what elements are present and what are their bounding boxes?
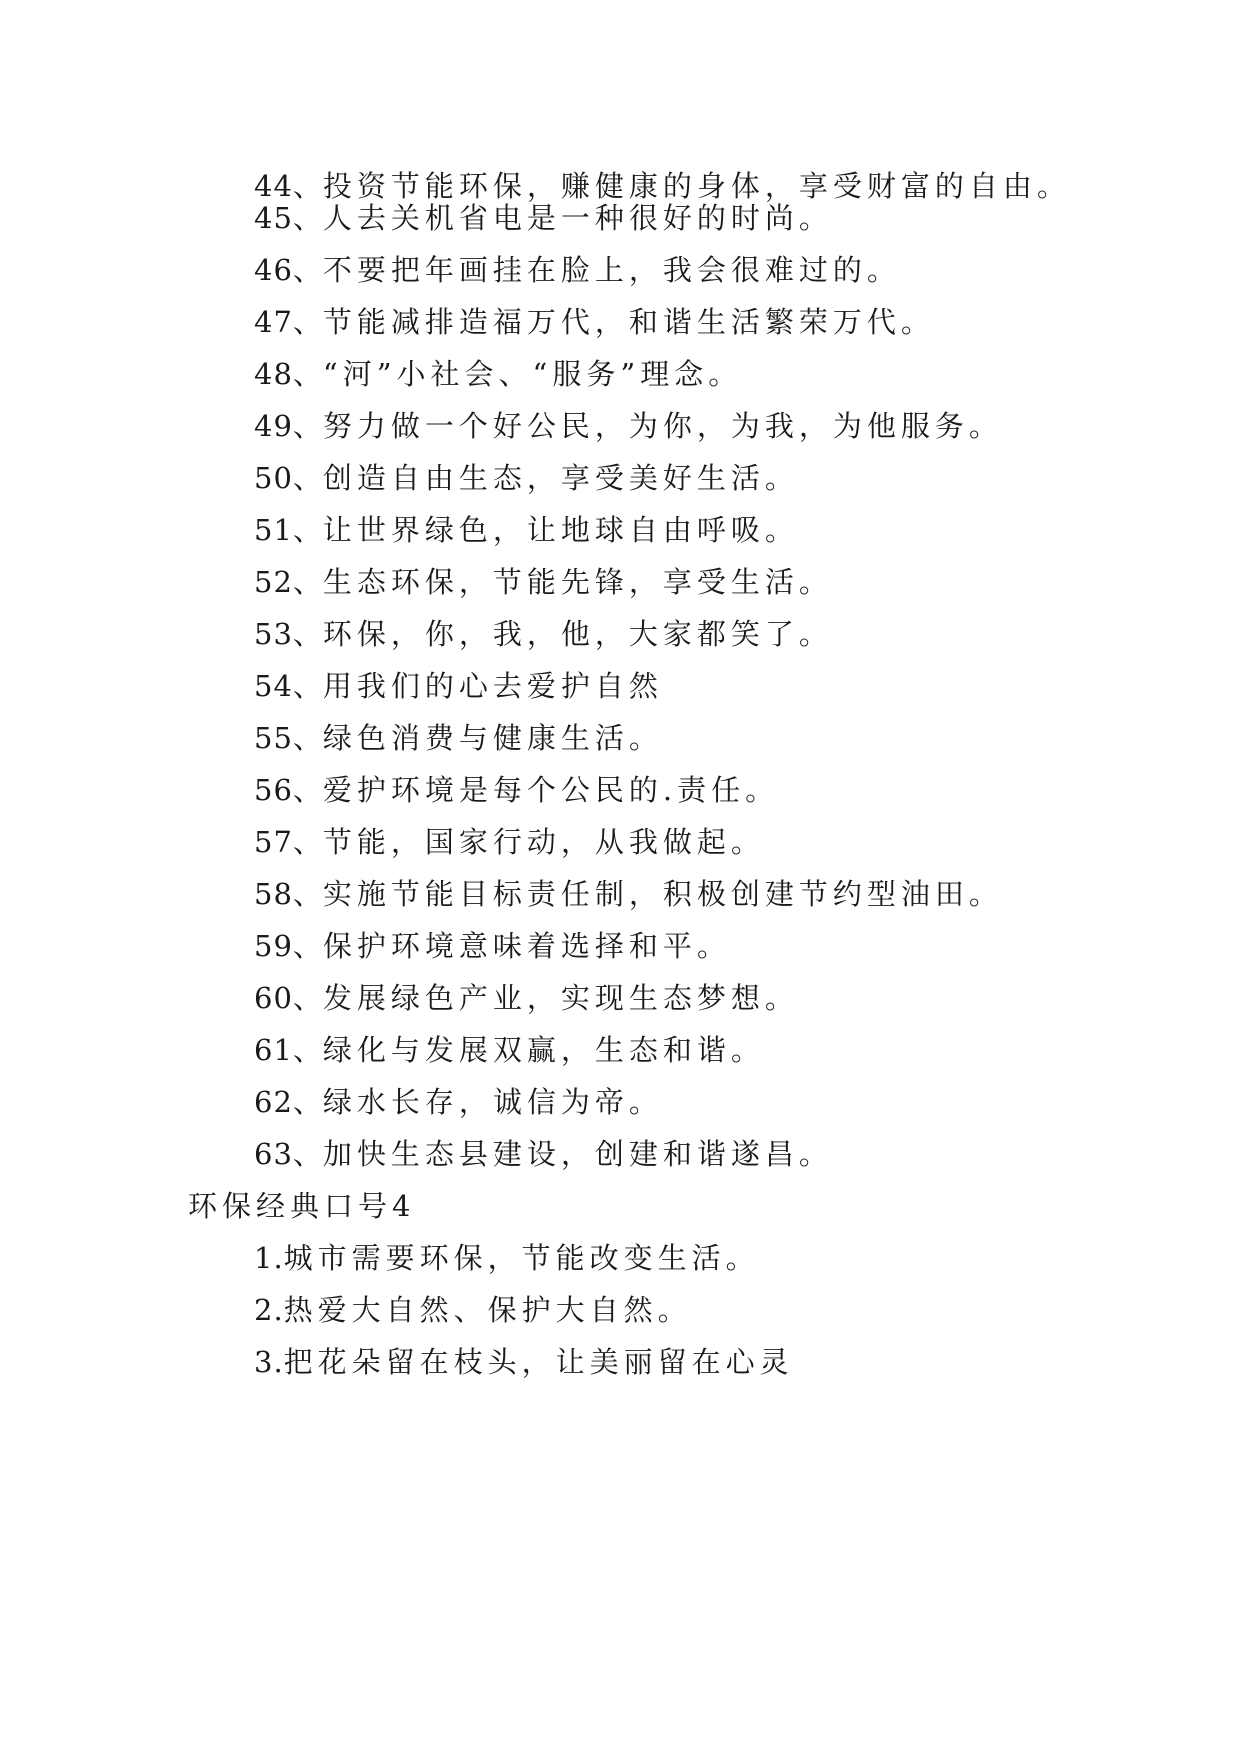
item-text: 人去关机省电是一种很好的时尚。 (322, 201, 833, 235)
slogan-item (254, 1030, 765, 1070)
item-text: 用我们的心去爱护自然 (322, 669, 663, 703)
item-text: 生态环保，节能先锋，享受生活。 (322, 565, 833, 599)
slogan-item (254, 458, 799, 498)
slogan-item (254, 1134, 833, 1174)
item-text: 不要把年画挂在脸上，我会很难过的。 (322, 253, 901, 287)
slogan-item (254, 354, 742, 394)
slogan-item (254, 926, 731, 966)
item-text: 发展绿色产业，实现生态梦想。 (322, 981, 799, 1015)
item-text: 城市需要环保，节能改变生活。 (283, 1241, 760, 1275)
item-number: 54、 (254, 669, 323, 703)
item-number: 57、 (254, 825, 323, 859)
item-number: 46、 (254, 253, 323, 287)
item-text: 节能减排造福万代，和谐生活繁荣万代。 (322, 305, 935, 339)
item-text: 绿水长存，诚信为帝。 (322, 1085, 663, 1119)
item-text: 创造自由生态，享受美好生活。 (322, 461, 799, 495)
slogan-item (254, 1238, 760, 1278)
slogan-item (254, 822, 765, 862)
item-number: 50、 (254, 461, 323, 495)
item-number: 3. (254, 1345, 284, 1379)
item-number: 61、 (254, 1033, 323, 1067)
item-text: 努力做一个好公民，为你，为我，为他服务。 (322, 409, 1003, 443)
slogan-item (254, 1082, 663, 1122)
item-number: 48、 (254, 357, 323, 391)
slogan-item (254, 614, 833, 654)
item-number: 58、 (254, 877, 323, 911)
slogan-item (254, 562, 833, 602)
slogan-item (254, 302, 935, 342)
item-number: 49、 (254, 409, 323, 443)
item-text: 绿色消费与健康生活。 (322, 721, 663, 755)
item-number: 52、 (254, 565, 323, 599)
slogan-item (254, 250, 901, 290)
item-number: 1. (254, 1241, 284, 1275)
slogan-item (254, 874, 1003, 914)
slogan-item (254, 666, 663, 706)
section-heading: 环保经典口号4 (188, 1189, 416, 1223)
item-number: 51、 (254, 513, 323, 547)
item-text: 把花朵留在枝头，让美丽留在心灵 (283, 1345, 794, 1379)
item-number: 45、 (254, 201, 323, 235)
slogan-item (254, 198, 833, 238)
slogan-item (254, 510, 799, 550)
item-text: 爱护环境是每个公民的.责任。 (322, 773, 780, 807)
item-number: 53、 (254, 617, 323, 651)
item-text: 实施节能目标责任制，积极创建节约型油田。 (322, 877, 1003, 911)
item-text: 投资节能环保，赚健康的身体，享受财富的自由。 (322, 169, 1071, 203)
item-text: 让世界绿色，让地球自由呼吸。 (322, 513, 799, 547)
item-text: 保护环境意味着选择和平。 (322, 929, 731, 963)
item-number: 59、 (254, 929, 323, 963)
item-number: 55、 (254, 721, 323, 755)
slogan-item (254, 978, 799, 1018)
item-text: 绿化与发展双赢，生态和谐。 (322, 1033, 765, 1067)
slogan-item (254, 770, 779, 810)
item-number: 2. (254, 1293, 284, 1327)
item-number: 60、 (254, 981, 323, 1015)
item-text: “河”小社会、“服务”理念。 (322, 357, 743, 391)
slogan-item (254, 1342, 794, 1382)
slogan-item (254, 718, 663, 758)
item-number: 63、 (254, 1137, 323, 1171)
slogan-item (254, 1290, 692, 1330)
item-number: 47、 (254, 305, 323, 339)
item-number: 62、 (254, 1085, 323, 1119)
item-text: 热爱大自然、保护大自然。 (283, 1293, 692, 1327)
item-text: 环保，你，我，他，大家都笑了。 (322, 617, 833, 651)
item-number: 56、 (254, 773, 323, 807)
item-text: 节能，国家行动，从我做起。 (322, 825, 765, 859)
item-number: 44、 (254, 169, 323, 203)
item-text: 加快生态县建设，创建和谐遂昌。 (322, 1137, 833, 1171)
slogan-item (254, 406, 1003, 446)
